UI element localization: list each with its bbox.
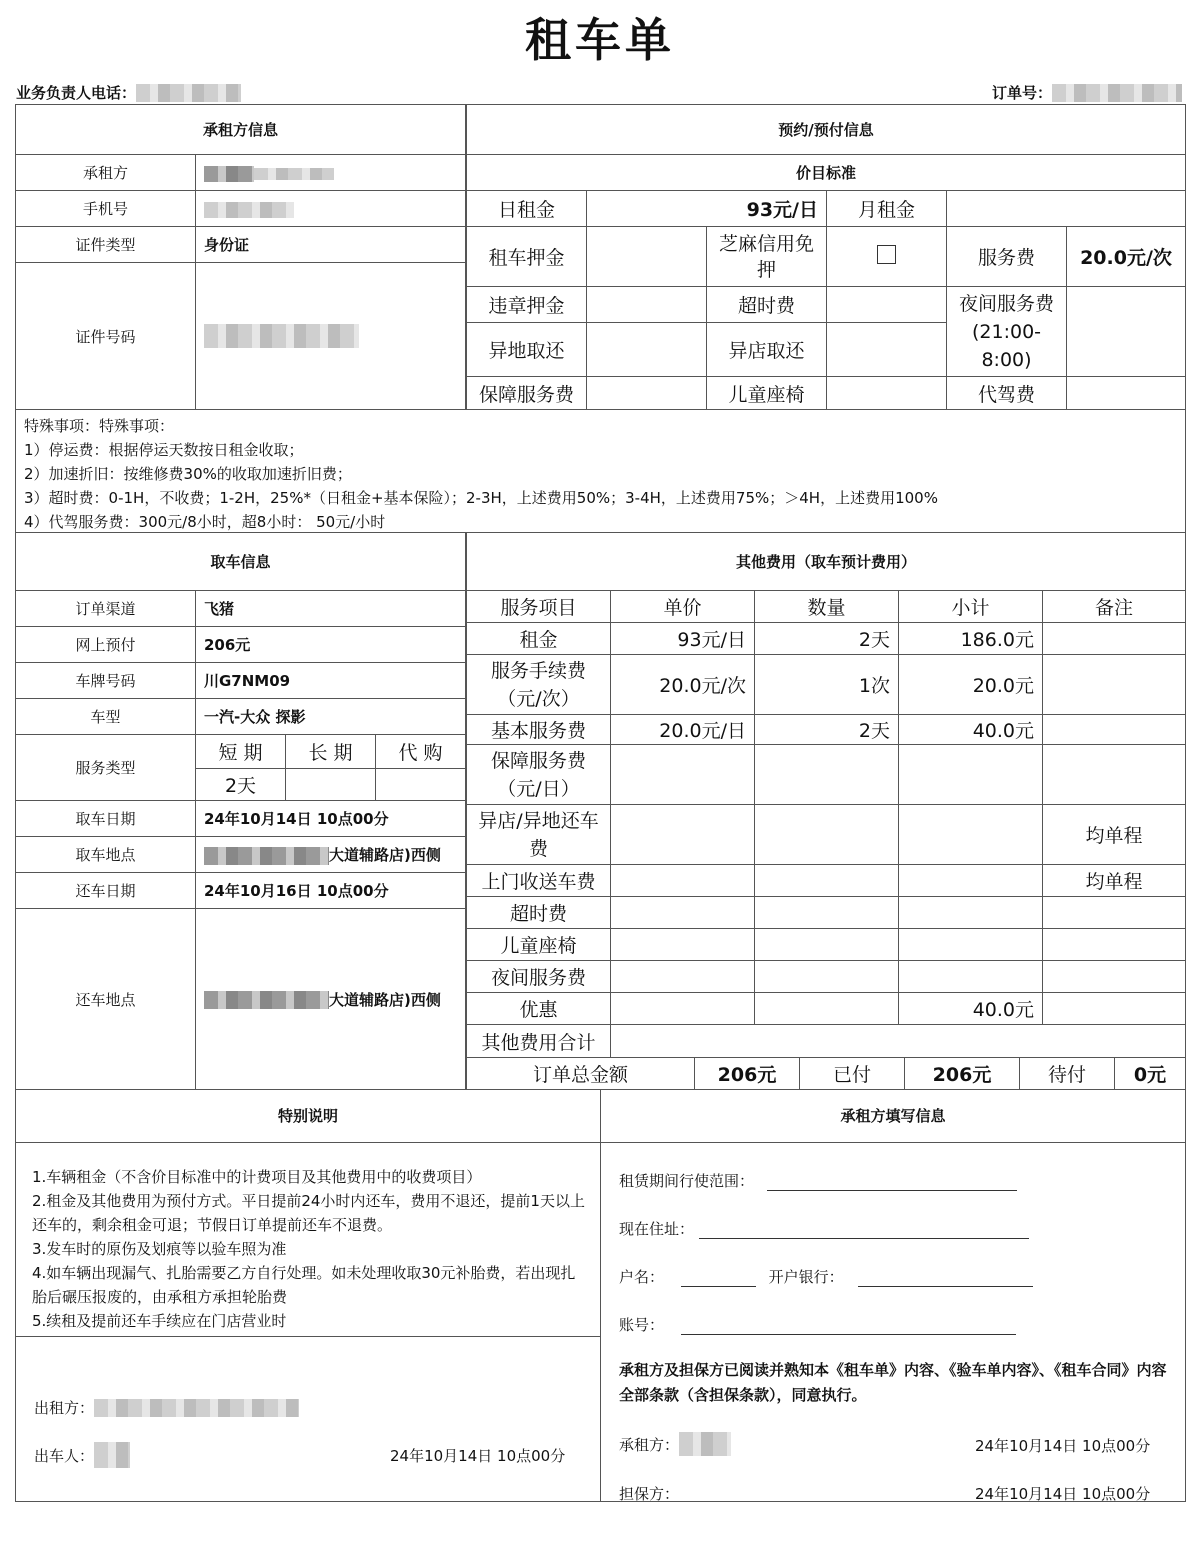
fee-note xyxy=(1043,929,1186,961)
fee-subtotal xyxy=(899,865,1043,897)
col-item: 服务项目 xyxy=(467,591,611,623)
fee-subtotal xyxy=(899,745,1043,805)
fee-note xyxy=(1043,897,1186,929)
other-store-label: 异店取还 xyxy=(707,323,827,377)
fee-price xyxy=(611,993,755,1025)
fee-item: 超时费 xyxy=(467,897,611,929)
account-name-line xyxy=(619,1266,1033,1287)
plate-label: 车牌号码 xyxy=(16,663,196,699)
order-label: 订单号： xyxy=(992,84,1053,102)
redacted-phone xyxy=(136,84,241,102)
return-place-value: 大道辅路店)西侧 xyxy=(329,990,441,1009)
range-input[interactable] xyxy=(767,1176,1017,1191)
pickup-place-label: 取车地点 xyxy=(16,837,196,873)
table-row xyxy=(467,655,1186,715)
paid-value: 206元 xyxy=(905,1058,1020,1090)
phone-label: 业务负责人电话： xyxy=(16,84,137,102)
paid-label: 已付 xyxy=(800,1058,905,1090)
insurance-label: 保障服务费 xyxy=(467,377,587,410)
note-item: 5.续租及提前还车手续应在门店营业时 xyxy=(32,1312,287,1330)
fee-qty: 2天 xyxy=(755,623,899,655)
pickup-date-value: 24年10月14日 10点00分 xyxy=(196,801,466,837)
dispatcher-line xyxy=(34,1442,130,1468)
table-row xyxy=(467,961,1186,993)
agreement-text: 承租方及担保方已阅读并熟知本《租车单》内容、《验车单内容》、《租车合同》内容全部条款（含担保条款），同意执行。 xyxy=(619,1361,1167,1404)
redacted-renter xyxy=(679,1432,731,1456)
model-value: 一汽-大众 探影 xyxy=(196,699,466,735)
account-name-input[interactable] xyxy=(681,1272,756,1287)
fee-item: 保障服务费（元/日） xyxy=(467,745,611,805)
fee-price: 93元/日 xyxy=(611,623,755,655)
fee-subtotal: 40.0元 xyxy=(899,715,1043,745)
sesame-label: 芝麻信用免押 xyxy=(707,227,827,287)
fee-item: 服务手续费（元/次） xyxy=(467,655,611,715)
service-type-label: 服务类型 xyxy=(16,735,196,801)
redacted-dispatcher xyxy=(94,1442,130,1468)
id-type-label: 证件类型 xyxy=(16,227,196,263)
table-row xyxy=(467,897,1186,929)
plate-value: 川G7NM09 xyxy=(196,663,466,699)
account-no-input[interactable] xyxy=(681,1320,1016,1335)
order-number xyxy=(992,82,1182,103)
special-item: 3）超时费：0-1H，不收费；1-2H，25%*（日租金+基本保险）；2-3H，上述费用50%；3-4H，上述费用75%；＞4H，上述费用100% xyxy=(24,489,938,507)
total-label: 订单总金额 xyxy=(467,1058,695,1090)
fees-heading: 其他费用（取车预计费用） xyxy=(467,533,1186,591)
fee-price: 20.0元/日 xyxy=(611,715,755,745)
range-line xyxy=(619,1170,1017,1191)
fee-qty xyxy=(755,961,899,993)
table-row xyxy=(467,715,1186,745)
note-item: 2.租金及其他费用为预付方式。平日提前24小时内还车，费用不退还，提前1天以上还车的，剩余租金可退；节假日订单提前还车不退费。 xyxy=(32,1192,585,1234)
pickup-date-label: 取车日期 xyxy=(16,801,196,837)
renter-name-label: 承租方 xyxy=(16,155,196,191)
address-label: 现在住址： xyxy=(619,1220,695,1238)
return-date-value: 24年10月16日 10点00分 xyxy=(196,873,466,909)
total-value: 206元 xyxy=(695,1058,800,1090)
deposit-label: 租车押金 xyxy=(467,227,587,287)
model-label: 车型 xyxy=(16,699,196,735)
renter-sign-date: 24年10月14日 10点00分 xyxy=(975,1437,1151,1455)
fee-subtotal xyxy=(899,929,1043,961)
note-item: 3.发车时的原伤及划痕等以验车照为准 xyxy=(32,1240,287,1258)
notes-heading: 特别说明 xyxy=(16,1090,600,1143)
notes-list xyxy=(16,1143,600,1337)
fee-subtotal: 20.0元 xyxy=(899,655,1043,715)
service-fee-label: 服务费 xyxy=(947,227,1067,287)
fee-item: 租金 xyxy=(467,623,611,655)
fee-subtotal xyxy=(899,961,1043,993)
fee-qty xyxy=(755,897,899,929)
driver-label: 代驾费 xyxy=(947,377,1067,410)
due-value: 0元 xyxy=(1115,1058,1186,1090)
total-row xyxy=(466,1057,1186,1090)
fee-item: 儿童座椅 xyxy=(467,929,611,961)
fill-heading: 承租方填写信息 xyxy=(601,1090,1185,1143)
fee-note: 均单程 xyxy=(1043,865,1186,897)
col-qty: 数量 xyxy=(755,591,899,623)
table-row xyxy=(467,1025,1186,1058)
fee-note xyxy=(1043,961,1186,993)
night-fee-label: 夜间服务费(21:00-8:00) xyxy=(947,287,1067,377)
range-label: 租赁期间行使范围： xyxy=(619,1172,755,1190)
pickup-place-value: 大道辅路店)西侧 xyxy=(329,846,441,864)
fee-price xyxy=(611,805,755,865)
fee-qty xyxy=(755,865,899,897)
renter-sign-line xyxy=(619,1432,731,1456)
daily-rent-value: 93元/日 xyxy=(587,191,827,227)
remote-label: 异地取还 xyxy=(467,323,587,377)
table-row xyxy=(467,865,1186,897)
fee-item: 优惠 xyxy=(467,993,611,1025)
fee-item: 其他费用合计 xyxy=(467,1025,611,1058)
fill-section xyxy=(600,1089,1186,1502)
redacted-lessor xyxy=(94,1399,299,1417)
guarantor-date: 24年10月14日 10点00分 xyxy=(975,1485,1151,1503)
long-term: 长 期 xyxy=(286,735,376,769)
overtime-label: 超时费 xyxy=(707,287,827,323)
id-number-label: 证件号码 xyxy=(16,263,196,410)
fee-qty: 1次 xyxy=(755,655,899,715)
fee-price: 20.0元/次 xyxy=(611,655,755,715)
due-label: 待付 xyxy=(1020,1058,1115,1090)
special-item: 1）停运费：根据停运天数按日租金收取； xyxy=(24,441,304,459)
violation-label: 违章押金 xyxy=(467,287,587,323)
dispatcher-label: 出车人： xyxy=(34,1446,95,1465)
sesame-checkbox[interactable] xyxy=(877,245,896,264)
short-term-value: 2天 xyxy=(196,769,286,801)
fee-note xyxy=(1043,655,1186,715)
monthly-rent-label: 月租金 xyxy=(827,191,947,227)
fee-qty: 2天 xyxy=(755,715,899,745)
redacted-order xyxy=(1052,84,1182,102)
fee-subtotal xyxy=(899,897,1043,929)
fee-price xyxy=(611,897,755,929)
table-row xyxy=(467,929,1186,961)
child-seat-label: 儿童座椅 xyxy=(707,377,827,410)
fee-price xyxy=(611,745,755,805)
renter-section xyxy=(15,104,466,410)
fee-note xyxy=(1043,993,1186,1025)
special-title: 特殊事项：特殊事项： xyxy=(24,417,175,435)
renter-heading: 承租方信息 xyxy=(16,105,466,155)
fee-price xyxy=(611,961,755,993)
booking-heading: 预约/预付信息 xyxy=(467,105,1186,155)
table-row xyxy=(467,745,1186,805)
mobile-label: 手机号 xyxy=(16,191,196,227)
manager-phone xyxy=(16,82,241,103)
page-title: 租车单 xyxy=(525,13,675,67)
bank-label: 开户银行： xyxy=(768,1268,844,1286)
booking-section xyxy=(466,104,1186,410)
channel-label: 订单渠道 xyxy=(16,591,196,627)
table-row xyxy=(467,993,1186,1025)
pickup-heading: 取车信息 xyxy=(16,533,466,591)
fee-qty xyxy=(755,745,899,805)
fee-item: 异店/异地还车费 xyxy=(467,805,611,865)
short-term: 短 期 xyxy=(196,735,286,769)
address-line xyxy=(619,1218,1029,1239)
fee-qty xyxy=(755,929,899,961)
service-fee-value: 20.0元/次 xyxy=(1067,227,1186,287)
channel-value: 飞猪 xyxy=(196,591,466,627)
bank-input[interactable] xyxy=(858,1272,1033,1287)
account-name-label: 户名： xyxy=(619,1268,665,1286)
account-no-label: 账号： xyxy=(619,1316,665,1334)
prepay-label: 网上预付 xyxy=(16,627,196,663)
fee-item: 夜间服务费 xyxy=(467,961,611,993)
address-input[interactable] xyxy=(699,1224,1029,1239)
fee-subtotal: 186.0元 xyxy=(899,623,1043,655)
fee-price xyxy=(611,929,755,961)
dispatch-date: 24年10月14日 10点00分 xyxy=(390,1447,566,1465)
price-heading: 价目标准 xyxy=(467,155,1186,191)
fee-subtotal xyxy=(899,805,1043,865)
fee-note: 均单程 xyxy=(1043,805,1186,865)
col-price: 单价 xyxy=(611,591,755,623)
special-item: 2）加速折旧：按维修费30%的收取加速折旧费； xyxy=(24,465,352,483)
notes-section xyxy=(15,1089,601,1502)
prepay-value: 206元 xyxy=(196,627,466,663)
fee-qty xyxy=(755,993,899,1025)
return-date-label: 还车日期 xyxy=(16,873,196,909)
fee-note xyxy=(1043,715,1186,745)
table-row xyxy=(467,623,1186,655)
fee-price xyxy=(611,865,755,897)
fee-note xyxy=(1043,745,1186,805)
daily-rent-label: 日租金 xyxy=(467,191,587,227)
fees-section xyxy=(466,532,1186,1058)
special-items xyxy=(15,409,1186,533)
lessor-line xyxy=(34,1397,299,1418)
return-place-label: 还车地点 xyxy=(16,909,196,1090)
fee-item: 上门收送车费 xyxy=(467,865,611,897)
special-item: 4）代驾服务费：300元/8小时，超8小时： 50元/小时 xyxy=(24,513,386,531)
proxy: 代 购 xyxy=(376,735,466,769)
fee-note xyxy=(1043,623,1186,655)
fee-qty xyxy=(755,805,899,865)
pickup-section xyxy=(15,532,466,1090)
col-note: 备注 xyxy=(1043,591,1186,623)
table-row xyxy=(467,805,1186,865)
fee-subtotal: 40.0元 xyxy=(899,993,1043,1025)
note-item: 4.如车辆出现漏气、扎胎需要乙方自行处理。如未处理收取30元补胎费，若出现扎胎后碾压报废的，由承租方承担轮胎费 xyxy=(32,1264,576,1306)
fee-item: 基本服务费 xyxy=(467,715,611,745)
lessor-label: 出租方： xyxy=(34,1399,95,1417)
id-type-value: 身份证 xyxy=(196,227,466,263)
col-subtotal: 小计 xyxy=(899,591,1043,623)
account-no-line xyxy=(619,1314,1016,1335)
guarantor-label: 担保方： xyxy=(619,1485,680,1503)
note-item: 1.车辆租金（不含价目标准中的计费项目及其他费用中的收费项目） xyxy=(32,1168,482,1186)
renter-sign-label: 承租方： xyxy=(619,1435,680,1454)
